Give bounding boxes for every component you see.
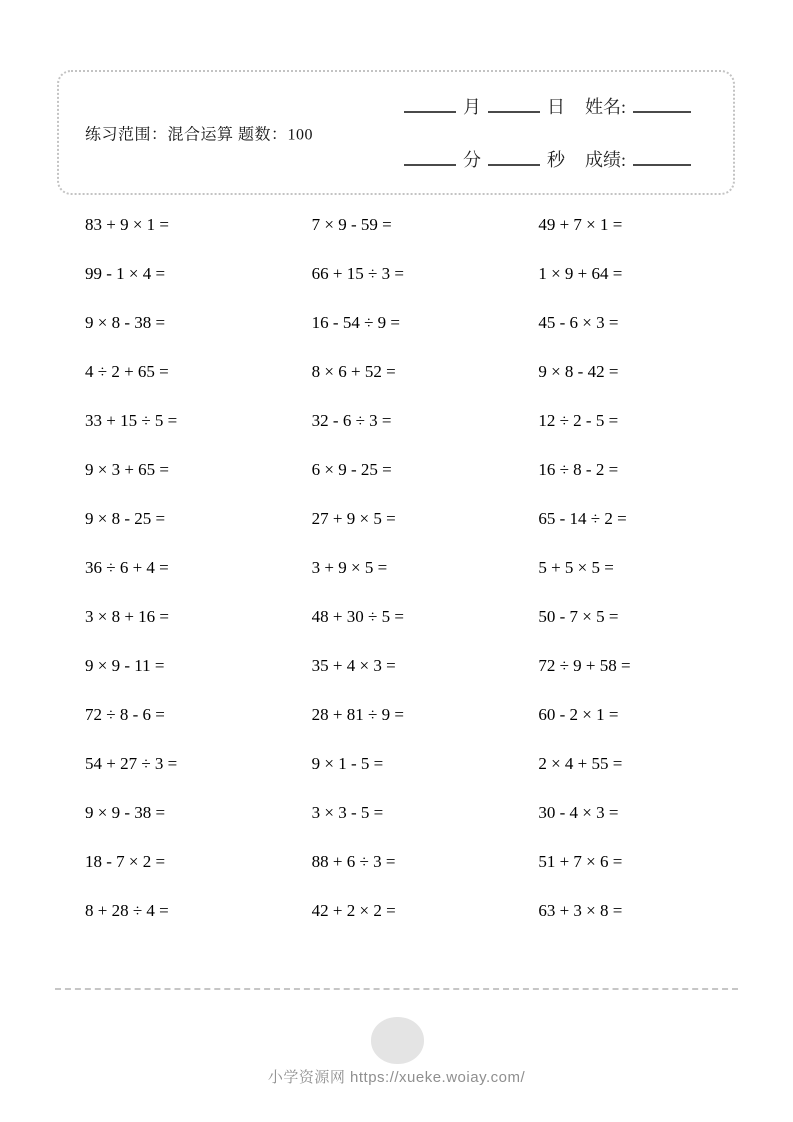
problem-cell: 32 - 6 ÷ 3 = bbox=[311, 410, 392, 430]
problem-cell: 8 × 6 + 52 = bbox=[311, 361, 396, 381]
minute-label: 分 bbox=[463, 150, 481, 170]
month-blank bbox=[404, 98, 456, 113]
problem-cell: 42 + 2 × 2 = bbox=[311, 900, 396, 920]
fill-in-area bbox=[397, 72, 715, 193]
problem-cell: 35 + 4 × 3 = bbox=[311, 655, 396, 675]
problem-cell: 8 + 28 ÷ 4 = bbox=[85, 900, 169, 920]
problem-cell: 83 + 9 × 1 = bbox=[85, 214, 170, 234]
problem-cell: 9 × 1 - 5 = bbox=[311, 753, 384, 773]
problem-cell: 50 - 7 × 5 = bbox=[538, 606, 619, 626]
problem-cell: 9 × 8 - 38 = bbox=[85, 312, 166, 332]
problem-cell: 54 + 27 ÷ 3 = bbox=[85, 753, 178, 773]
problem-cell: 3 + 9 × 5 = bbox=[311, 557, 388, 577]
problem-cell: 9 × 9 - 38 = bbox=[85, 802, 166, 822]
problem-cell: 3 × 3 - 5 = bbox=[311, 802, 384, 822]
problem-cell: 33 + 15 ÷ 5 = bbox=[85, 410, 178, 430]
problem-cell: 3 × 8 + 16 = bbox=[85, 606, 170, 626]
problem-cell: 49 + 7 × 1 = bbox=[538, 214, 623, 234]
problem-cell: 4 ÷ 2 + 65 = bbox=[85, 361, 169, 381]
problem-cell: 99 - 1 × 4 = bbox=[85, 263, 166, 283]
problem-cell: 72 ÷ 8 - 6 = bbox=[85, 704, 165, 724]
problem-cell: 66 + 15 ÷ 3 = bbox=[311, 263, 404, 283]
problem-cell: 9 × 8 - 25 = bbox=[85, 508, 166, 528]
day-label: 日 bbox=[547, 97, 565, 117]
problem-cell: 16 ÷ 8 - 2 = bbox=[538, 459, 619, 479]
problem-cell: 48 + 30 ÷ 5 = bbox=[311, 606, 404, 626]
time-score-row bbox=[397, 146, 715, 172]
second-blank bbox=[488, 151, 540, 166]
day-blank bbox=[488, 98, 540, 113]
score-blank bbox=[633, 151, 691, 166]
problem-cell: 1 × 9 + 64 = bbox=[538, 263, 623, 283]
problem-cell: 60 - 2 × 1 = bbox=[538, 704, 619, 724]
name-label: 姓名: bbox=[585, 97, 627, 117]
problem-cell: 63 + 3 × 8 = bbox=[538, 900, 623, 920]
problem-cell: 6 × 9 - 25 = bbox=[311, 459, 392, 479]
problem-cell: 36 ÷ 6 + 4 = bbox=[85, 557, 169, 577]
problem-grid bbox=[57, 200, 737, 935]
problem-cell: 45 - 6 × 3 = bbox=[538, 312, 619, 332]
problem-cell: 9 × 3 + 65 = bbox=[85, 459, 170, 479]
problem-cell: 28 + 81 ÷ 9 = bbox=[311, 704, 404, 724]
problem-cell: 27 + 9 × 5 = bbox=[311, 508, 396, 528]
problem-cell: 9 × 9 - 11 = bbox=[85, 655, 165, 675]
problem-cell: 18 - 7 × 2 = bbox=[85, 851, 166, 871]
problem-cell: 51 + 7 × 6 = bbox=[538, 851, 623, 871]
name-blank bbox=[633, 98, 691, 113]
minute-blank bbox=[404, 151, 456, 166]
month-label: 月 bbox=[463, 97, 481, 117]
header-box bbox=[57, 70, 735, 195]
problem-cell: 72 ÷ 9 + 58 = bbox=[538, 655, 631, 675]
second-label: 秒 bbox=[547, 150, 565, 170]
watermark-blob bbox=[371, 1017, 424, 1064]
dashed-divider bbox=[55, 988, 738, 990]
date-row bbox=[397, 93, 715, 119]
problem-cell: 7 × 9 - 59 = bbox=[311, 214, 392, 234]
range-info: 练习范围：混合运算 题数：100 bbox=[85, 126, 314, 143]
footer-credit: 小学资源网 https://xueke.woiay.com/ bbox=[267, 1069, 526, 1086]
problem-cell: 65 - 14 ÷ 2 = bbox=[538, 508, 627, 528]
problem-cell: 12 ÷ 2 - 5 = bbox=[538, 410, 619, 430]
problem-cell: 88 + 6 ÷ 3 = bbox=[311, 851, 396, 871]
problem-cell: 9 × 8 - 42 = bbox=[538, 361, 619, 381]
score-label: 成绩: bbox=[585, 150, 627, 170]
problem-cell: 16 - 54 ÷ 9 = bbox=[311, 312, 400, 332]
problem-cell: 5 + 5 × 5 = bbox=[538, 557, 614, 577]
problem-cell: 30 - 4 × 3 = bbox=[538, 802, 619, 822]
problem-cell: 2 × 4 + 55 = bbox=[538, 753, 623, 773]
